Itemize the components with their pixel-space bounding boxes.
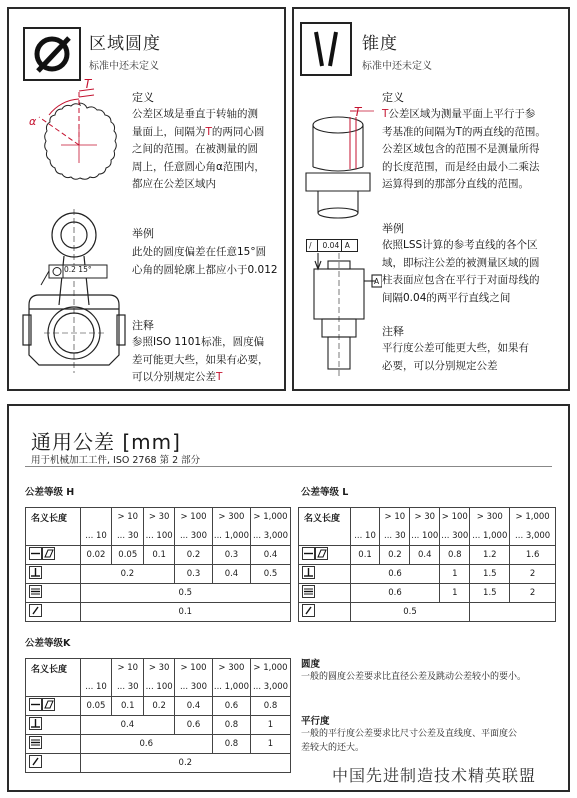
straightness-flatness-icon: [299, 546, 351, 565]
tolerance-value: 0.6: [80, 735, 212, 754]
tolerance-value: 0.8: [251, 697, 291, 716]
highlight-text: T: [382, 108, 389, 120]
text-line: [382, 124, 568, 142]
range-header-bottom: ... 300: [175, 678, 213, 697]
range-header-bottom: ... 30: [112, 527, 144, 546]
symmetry-icon: [26, 735, 81, 754]
definition-text: [132, 106, 282, 194]
example-text: [132, 244, 292, 279]
tolerance-value: 0.1: [80, 603, 290, 622]
text-line: 差较大的还大。: [301, 743, 365, 753]
text-span: 参照ISO 1101标准，圆度偏: [132, 336, 265, 348]
header-row: [299, 527, 556, 546]
range-header-bottom: ... 3,000: [510, 527, 556, 546]
tolerance-value: 0.6: [212, 697, 250, 716]
name-header-cont: [299, 527, 351, 546]
tolerance-value: 0.6: [175, 716, 213, 735]
text-line: [132, 124, 282, 142]
text-span: 的长度范围，而是经由最小二乘法: [382, 160, 540, 173]
tolerance-table-H: [25, 507, 291, 622]
grade-H-label: 公差等级 H: [25, 487, 75, 498]
text-line: 此处的圆度偏差在任意15°圆: [132, 246, 267, 258]
range-header-bottom: ... 100: [144, 527, 175, 546]
label-T: T: [84, 77, 92, 91]
tolerance-value: 0.2: [80, 754, 290, 773]
definition-heading: 定义: [132, 91, 154, 104]
range-header-bottom: ... 3,000: [251, 527, 291, 546]
range-header-bottom: ... 10: [80, 678, 112, 697]
range-header-bottom: ... 1,000: [212, 678, 250, 697]
gear-profile-drawing: [19, 85, 139, 205]
tolerance-value: 0.4: [175, 697, 213, 716]
text-line: [132, 141, 282, 159]
range-header-bottom: ... 3,000: [251, 678, 291, 697]
range-header-top: > 100: [175, 508, 213, 527]
table-row: [26, 546, 291, 565]
text-line: 依照LSS计算的参考直线的各个区: [382, 239, 538, 251]
note-text: [132, 334, 282, 387]
example-heading: 举例: [382, 222, 404, 235]
example-heading: 举例: [132, 227, 154, 240]
text-span: 公差区域包含的范围不是测量所得: [382, 143, 540, 155]
tolerance-value: 0.05: [80, 697, 112, 716]
range-header-top: > 100: [175, 659, 213, 678]
highlight-text: T: [216, 371, 223, 383]
table-row: [26, 603, 291, 622]
range-header-top: > 10: [112, 508, 144, 527]
tolerance-value: 0.5: [251, 565, 291, 584]
text-line: [382, 176, 568, 194]
text-span: 之间的范围。在被测量的圆: [132, 143, 258, 155]
taper-example-drawing: [298, 233, 382, 383]
tolerance-value: 0.6: [350, 565, 440, 584]
range-header-top: > 10: [112, 659, 144, 678]
text-line: [132, 159, 282, 177]
taper-symbol-icon: [300, 22, 352, 76]
range-header-bottom: ... 100: [410, 527, 440, 546]
table-row: [26, 697, 291, 716]
taper-callout: / 0.04 A: [306, 239, 358, 252]
header-row: [26, 678, 291, 697]
tolerance-value: 2: [510, 565, 556, 584]
tolerance-value: 0.3: [175, 565, 213, 584]
parallelism-note-heading: 平行度: [301, 716, 330, 727]
tolerance-value: 1: [440, 565, 470, 584]
text-span: 考基准的间隔为T的两直线的范围。: [382, 125, 546, 138]
callout-datum: A: [344, 241, 350, 250]
circular-runout-icon: [299, 603, 351, 622]
range-header-top: > 1,000: [510, 508, 556, 527]
tolerance-value: 0.02: [80, 546, 112, 565]
empty-cell: [470, 603, 556, 622]
highlight-text: T: [205, 125, 212, 138]
range-header-bottom: ... 30: [380, 527, 410, 546]
range-header-bottom: ... 1,000: [470, 527, 510, 546]
text-span: 的两同心圆: [211, 125, 265, 138]
perpendicularity-icon: [26, 565, 81, 584]
tolerance-value: 1.6: [510, 546, 556, 565]
tolerance-value: 0.2: [175, 546, 213, 565]
range-header-top: > 10: [380, 508, 410, 527]
tolerance-table-K: [25, 658, 291, 773]
range-header-top: > 1,000: [251, 659, 291, 678]
label-T: T: [354, 105, 362, 119]
tolerance-value: 0.3: [212, 546, 250, 565]
grade-K-label: 公差等级K: [25, 638, 71, 649]
text-line: 平行度公差可能更大些，如果有: [382, 342, 529, 354]
table-row: [26, 716, 291, 735]
perpendicularity-icon: [26, 716, 81, 735]
text-span: 量面上，间隔为: [132, 125, 206, 138]
tolerance-value: 0.8: [212, 735, 250, 754]
roundness-symbol-icon: [23, 27, 81, 81]
range-header-bottom: ... 1,000: [212, 527, 250, 546]
range-header-empty: [80, 508, 112, 527]
note-text: [382, 340, 568, 375]
text-line: [382, 159, 568, 177]
range-header-top: > 30: [144, 508, 175, 527]
text-span: 差可能更大些，如果有必要，: [132, 353, 269, 366]
range-header-empty: [350, 508, 380, 527]
definition-text: [382, 106, 568, 194]
table-row: [26, 735, 291, 754]
text-line: 柱表面应包含在平行于对面母线的: [382, 274, 540, 286]
range-header-bottom: ... 300: [440, 527, 470, 546]
name-header-cont: [26, 678, 81, 697]
tolerance-value: 0.4: [410, 546, 440, 565]
header-row: [299, 508, 556, 527]
taper-subtitle: 标准中还未定义: [362, 61, 432, 72]
callout-value: 0.04: [320, 240, 342, 251]
table-row: [299, 603, 556, 622]
table-row: [26, 565, 291, 584]
tolerance-table-L: [298, 507, 556, 622]
header-row: [26, 527, 291, 546]
range-header-bottom: ... 10: [80, 527, 112, 546]
tolerance-value: 1.2: [470, 546, 510, 565]
tolerance-value: 0.1: [144, 546, 175, 565]
table-row: [26, 584, 291, 603]
tolerance-value: 0.2: [380, 546, 410, 565]
tolerance-value: 0.1: [350, 546, 380, 565]
range-header-bottom: ... 30: [112, 678, 144, 697]
text-span: 可以分别规定公差: [132, 371, 216, 383]
tolerance-value: 0.5: [80, 584, 290, 603]
symmetry-icon: [26, 584, 81, 603]
range-header-bottom: ... 100: [144, 678, 175, 697]
tolerance-value: 0.6: [350, 584, 440, 603]
datum-label: A: [374, 277, 380, 286]
range-header-empty: [80, 659, 112, 678]
tolerance-value: 0.05: [112, 546, 144, 565]
note-heading: 注释: [132, 319, 154, 332]
parallelism-note-text: [301, 727, 551, 755]
roundness-note-heading: 圆度: [301, 659, 321, 670]
perpendicularity-icon: [299, 565, 351, 584]
name-header: 名义长度: [26, 659, 81, 678]
text-line: [382, 106, 568, 124]
symmetry-icon: [299, 584, 351, 603]
table-row: [299, 565, 556, 584]
text-line: [132, 176, 282, 194]
tolerance-value: 1: [251, 735, 291, 754]
range-header-bottom: ... 10: [350, 527, 380, 546]
range-header-top: > 30: [410, 508, 440, 527]
roundness-panel: [7, 7, 286, 391]
tolerance-subtitle: 用于机械加工工件, ISO 2768 第 2 部分: [31, 455, 201, 466]
straightness-flatness-icon: [26, 546, 81, 565]
text-line: [382, 141, 568, 159]
range-header-top: > 1,000: [251, 508, 291, 527]
header-row: [26, 659, 291, 678]
tolerance-value: 1: [251, 716, 291, 735]
tolerance-value: 0.2: [80, 565, 175, 584]
cylinder-drawing: [298, 95, 382, 225]
range-header-bottom: ... 300: [175, 527, 213, 546]
text-span: 公差区域为测量平面上平行于参: [388, 108, 536, 120]
title-divider: [25, 466, 552, 467]
text-line: [132, 106, 282, 124]
circular-runout-icon: [26, 754, 81, 773]
tolerance-value: 1.5: [470, 565, 510, 584]
text-span: 都应在公差区域内: [132, 178, 216, 190]
tolerance-value: 0.8: [212, 716, 250, 735]
table-row: [26, 754, 291, 773]
tolerance-value: 0.4: [80, 716, 175, 735]
roundness-callout: 0.2 15°: [64, 265, 92, 274]
text-span: 公差区域是垂直于转轴的测: [132, 108, 258, 120]
tolerance-title: 通用公差 [mm]: [31, 430, 181, 454]
name-header-cont: [26, 527, 81, 546]
text-line: 必要，可以分别规定公差: [382, 359, 498, 372]
tolerance-value: 0.1: [112, 697, 144, 716]
table-row: [299, 546, 556, 565]
range-header-top: > 30: [144, 659, 175, 678]
note-heading: 注释: [382, 325, 404, 338]
text-line: 一般的平行度公差要求比尺寸公差及直线度、平面度公: [301, 729, 518, 739]
tolerance-value: 1: [440, 584, 470, 603]
text-span: 周上，任意圆心角α范围内，: [132, 160, 265, 173]
text-line: 心角的圆轮廓上都应小于0.012: [132, 263, 278, 276]
circular-runout-icon: [26, 603, 81, 622]
tolerance-value: 0.5: [350, 603, 470, 622]
roundness-note-text: 一般的圆度公差要求比直径公差及跳动公差较小的要小。: [301, 672, 527, 682]
tolerance-value: 1.5: [470, 584, 510, 603]
text-span: 运算得到的那部分直线的范围。: [382, 178, 529, 190]
general-tolerance-panel: [7, 404, 570, 792]
tolerance-value: 2: [510, 584, 556, 603]
tolerance-value: 0.4: [251, 546, 291, 565]
taper-panel: [292, 7, 570, 391]
roundness-subtitle: 标准中还未定义: [89, 61, 159, 72]
tolerance-value: 0.4: [212, 565, 250, 584]
range-header-top: > 300: [470, 508, 510, 527]
connecting-rod-drawing: [19, 205, 134, 385]
label-alpha: α: [29, 115, 37, 128]
table-row: [299, 584, 556, 603]
text-line: [132, 352, 282, 370]
definition-heading: 定义: [382, 91, 404, 104]
example-text: [382, 237, 568, 307]
taper-title: 锥度: [362, 34, 398, 54]
tolerance-value: 0.2: [144, 697, 175, 716]
grade-L-label: 公差等级 L: [301, 487, 349, 498]
watermark: 中国先进制造技术精英联盟: [332, 766, 537, 785]
range-header-top: > 100: [440, 508, 470, 527]
text-line: [132, 369, 282, 387]
name-header: 名义长度: [26, 508, 81, 527]
name-header: 名义长度: [299, 508, 351, 527]
header-row: [26, 508, 291, 527]
tolerance-value: 0.8: [440, 546, 470, 565]
range-header-top: > 300: [212, 508, 250, 527]
text-line: [132, 334, 282, 352]
straightness-flatness-icon: [26, 697, 81, 716]
roundness-title: 区域圆度: [89, 34, 161, 54]
text-line: 域，即标注公差的被测量区域的圆: [382, 256, 540, 269]
range-header-top: > 300: [212, 659, 250, 678]
text-line: 间隔0.04的两平行直线之间: [382, 291, 511, 304]
